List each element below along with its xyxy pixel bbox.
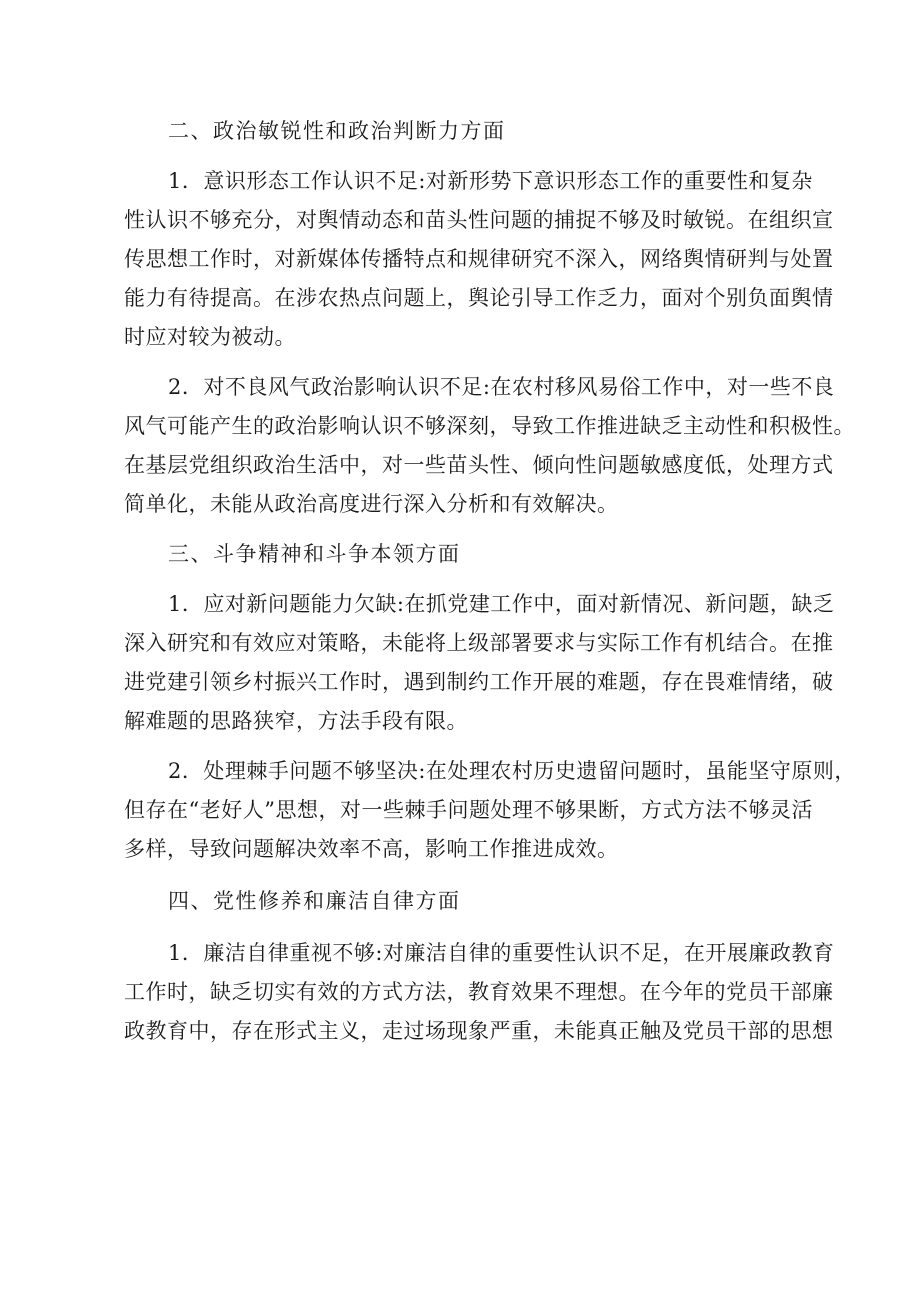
section-heading-party-integrity: 四、党性修养和廉洁自律方面 bbox=[168, 889, 461, 913]
paragraph-ideology-work bbox=[124, 162, 834, 357]
paragraph-line: 简单化，未能从政治高度进行深入分析和有效解决。 bbox=[124, 492, 619, 516]
paragraph-integrity-self-discipline bbox=[124, 934, 835, 1051]
paragraph-line: 2．对不良风气政治影响认识不足:在农村移风易俗工作中，对一些不良 bbox=[168, 375, 835, 399]
section-heading-political-sensitivity: 二、政治敏锐性和政治判断力方面 bbox=[168, 119, 506, 143]
paragraph-line: 传思想工作时，对新媒体传播特点和规律研究不深入，网络舆情研判与处置 bbox=[124, 247, 834, 271]
paragraph-line: 性认识不够充分，对舆情动态和苗头性问题的捕捉不够及时敏锐。在组织宣 bbox=[124, 208, 834, 232]
paragraph-line: 风气可能产生的政治影响认识不够深刻，导致工作推进缺乏主动性和积极性。 bbox=[124, 414, 855, 438]
paragraph-line: 2．处理棘手问题不够坚决:在处理农村历史遗留问题时，虽能坚守原则， bbox=[168, 759, 856, 783]
paragraph-line: 工作时，缺乏切实有效的方式方法，教育效果不理想。在今年的党员干部廉 bbox=[124, 980, 834, 1004]
paragraph-line: 进党建引领乡村振兴工作时，遇到制约工作开展的难题，存在畏难情绪，破 bbox=[124, 670, 834, 694]
paragraph-bad-practices bbox=[124, 368, 855, 524]
paragraph-line: 能力有待提高。在涉农热点问题上，舆论引导工作乏力，面对个别负面舆情 bbox=[124, 286, 834, 310]
document-body bbox=[124, 112, 856, 1051]
paragraph-new-problems bbox=[124, 585, 835, 741]
paragraph-tough-issues bbox=[124, 752, 856, 869]
paragraph-line: 但存在“老好人”思想，对一些棘手问题处理不够果断，方式方法不够灵活 bbox=[124, 798, 813, 822]
paragraph-line: 多样，导致问题解决效率不高，影响工作推进成效。 bbox=[124, 837, 619, 861]
paragraph-line: 深入研究和有效应对策略，未能将上级部署要求与实际工作有机结合。在推 bbox=[124, 631, 834, 655]
paragraph-line: 时应对较为被动。 bbox=[124, 325, 296, 349]
section-heading-struggle-spirit: 三、斗争精神和斗争本领方面 bbox=[168, 542, 461, 566]
paragraph-line: 解难题的思路狭窄，方法手段有限。 bbox=[124, 709, 468, 733]
paragraph-line: 1．意识形态工作认识不足:对新形势下意识形态工作的重要性和复杂 bbox=[168, 169, 813, 193]
paragraph-line: 政教育中，存在形式主义，走过场现象严重，未能真正触及党员干部的思想 bbox=[124, 1019, 834, 1043]
paragraph-line: 1．应对新问题能力欠缺:在抓党建工作中，面对新情况、新问题，缺乏 bbox=[168, 592, 835, 616]
paragraph-line: 在基层党组织政治生活中，对一些苗头性、倾向性问题敏感度低，处理方式 bbox=[124, 453, 834, 477]
paragraph-line: 1．廉洁自律重视不够:对廉洁自律的重要性认识不足，在开展廉政教育 bbox=[168, 941, 835, 965]
